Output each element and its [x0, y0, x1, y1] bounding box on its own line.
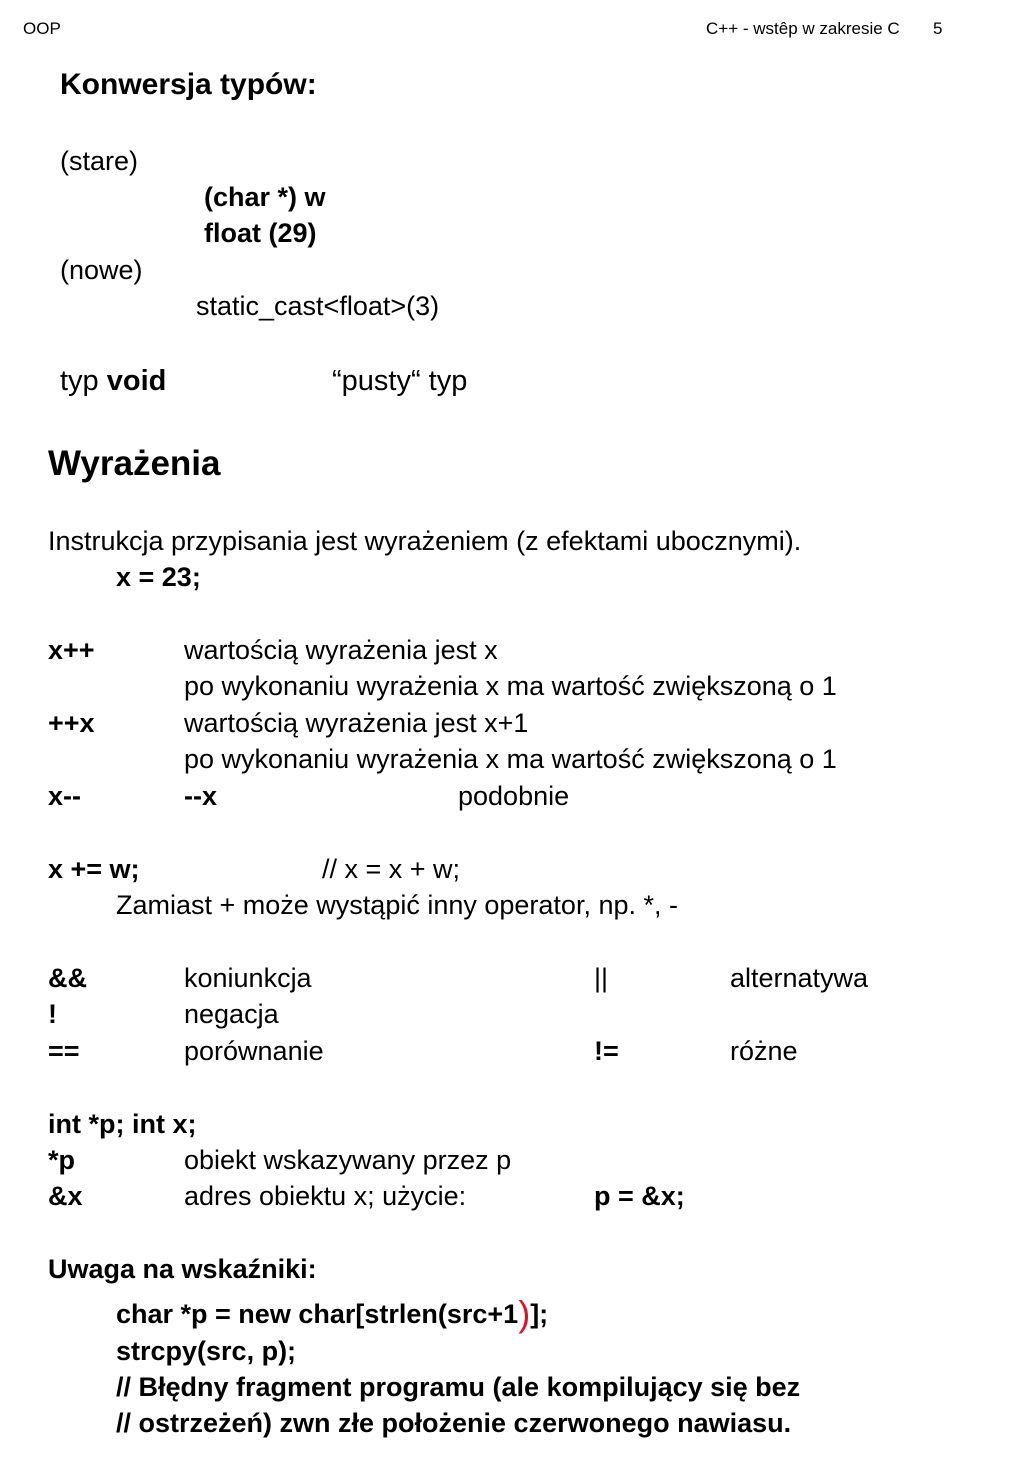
- and-desc: koniunkcja: [184, 963, 312, 993]
- postincrement-line2: po wykonaniu wyrażenia x ma wartość zwiększoną o 1: [184, 671, 837, 701]
- warning-code-line1: [116, 1293, 549, 1334]
- header-right: C++ - wstêp w zakresie C: [706, 19, 900, 38]
- new-label: (nowe): [60, 255, 143, 285]
- postincrement-op: x++: [48, 635, 95, 665]
- neq-desc: różne: [730, 1036, 798, 1066]
- addr-usage: p = &x;: [594, 1181, 685, 1211]
- void-keyword: void: [106, 365, 167, 397]
- page-number: 5: [933, 19, 943, 38]
- compound-comment: // x = x + w;: [322, 854, 461, 884]
- section-title-expressions: Wyrażenia: [48, 444, 221, 483]
- not-desc: negacja: [184, 999, 279, 1029]
- warning-comment-line1: // Błędny fragment programu (ale kompilujący się bez: [116, 1372, 801, 1402]
- pointer-decl: int *p; int x;: [48, 1109, 197, 1139]
- red-parenthesis: ): [518, 1293, 531, 1334]
- old-example-1: (char *) w: [204, 182, 326, 212]
- old-example-2: float (29): [204, 218, 317, 248]
- eq-op: ==: [48, 1036, 80, 1066]
- not-op: !: [48, 999, 57, 1029]
- compound-op: x += w;: [48, 854, 140, 884]
- new-example: static_cast<float>(3): [196, 291, 440, 321]
- warning-comment-line2: // ostrzeżeń) zwn złe położenie czerwonego nawiasu.: [116, 1408, 792, 1438]
- code1-before: char *p = new char[strlen(src+1: [116, 1299, 519, 1329]
- code1-after: ];: [530, 1299, 549, 1329]
- void-prefix: typ: [60, 365, 107, 397]
- or-op: ||: [594, 963, 609, 993]
- deref-desc: obiekt wskazywany przez p: [184, 1145, 512, 1175]
- and-op: &&: [48, 963, 87, 993]
- or-desc: alternatywa: [730, 963, 869, 993]
- preincrement-op: ++x: [48, 708, 95, 738]
- neq-op: !=: [594, 1036, 619, 1066]
- assignment-example: x = 23;: [116, 562, 201, 592]
- section-title-type-conversion: Konwersja typów:: [60, 68, 317, 101]
- addr-desc: adres obiektu x; użycie:: [184, 1181, 467, 1211]
- addr-op: &x: [48, 1181, 83, 1211]
- preincrement-line1: wartością wyrażenia jest x+1: [184, 708, 529, 738]
- void-line: [60, 367, 166, 396]
- postincrement-line1: wartością wyrażenia jest x: [184, 635, 498, 665]
- eq-desc: porównanie: [184, 1036, 324, 1066]
- assignment-text: Instrukcja przypisania jest wyrażeniem (z efektami ubocznymi).: [48, 526, 802, 556]
- warning-code-line2: strcpy(src, p);: [116, 1336, 297, 1366]
- preincrement-line2: po wykonaniu wyrażenia x ma wartość zwiększoną o 1: [184, 744, 837, 774]
- header-left: OOP: [23, 19, 61, 38]
- deref-op: *p: [48, 1145, 75, 1175]
- decrement-desc: podobnie: [458, 781, 570, 811]
- warning-title: Uwaga na wskaźniki:: [48, 1254, 317, 1284]
- postdecrement-op: x--: [48, 781, 81, 811]
- void-description: “pusty“ typ: [332, 365, 468, 397]
- old-label: (stare): [60, 146, 139, 176]
- predecrement-op: --x: [184, 781, 217, 811]
- compound-note: Zamiast + może wystąpić inny operator, np. *, -: [116, 890, 678, 920]
